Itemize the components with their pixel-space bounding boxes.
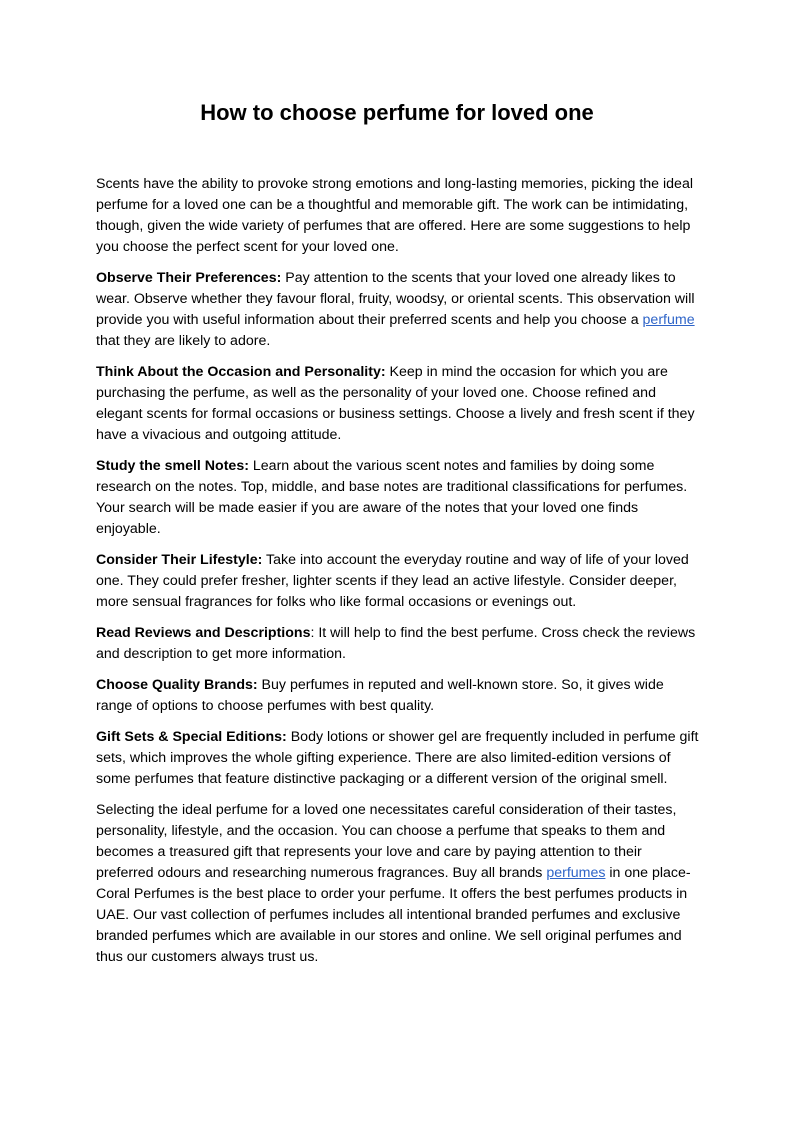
section-heading: Study the smell Notes:	[96, 458, 249, 474]
section-heading: Consider Their Lifestyle:	[96, 552, 263, 568]
section-heading: Think About the Occasion and Personality:	[96, 364, 386, 380]
page-title: How to choose perfume for loved one	[200, 100, 594, 125]
section-text: Body lotions or shower gel are frequently included in perfume gift sets, which improves the whole gifting experience. There are also limited-edition versions of some perfumes that feature distinctive packaging or a different version of the original smell.	[96, 729, 699, 787]
section-heading: Observe Their Preferences:	[96, 270, 282, 286]
section-text: Buy perfumes in reputed and well-known store. So, it gives wide range of options to choose perfumes with best quality.	[96, 677, 664, 714]
section-heading: Gift Sets & Special Editions:	[96, 729, 287, 745]
section-heading: Choose Quality Brands:	[96, 677, 258, 693]
document-body	[96, 174, 700, 978]
perfumes-link[interactable]: perfumes	[546, 865, 606, 881]
section-gift-sets	[96, 727, 700, 790]
section-smell-notes	[96, 456, 700, 540]
section-heading: Read Reviews and Descriptions	[96, 625, 311, 641]
section-text: Pay attention to the scents that your loved one already likes to wear. Observe whether they favour floral, fruity, woodsy, or oriental scents. This observation will provide you with useful information about their preferred scents and help you choose a	[96, 270, 695, 328]
section-reviews	[96, 623, 700, 665]
conclusion-paragraph	[96, 800, 700, 968]
section-text: : It will help to find the best perfume. Cross check the reviews and description to get more information.	[96, 625, 696, 662]
perfume-link[interactable]: perfume	[642, 312, 695, 328]
intro-paragraph: Scents have the ability to provoke strong emotions and long-lasting memories, picking the ideal perfume for a loved one can be a thoughtful and memorable gift. The work can be intimidating, though, given the wide variety of perfumes that are offered. Here are some suggestions to help you choose the perfect scent for your loved one.	[96, 176, 693, 255]
section-text: Keep in mind the occasion for which you are purchasing the perfume, as well as the personality of your loved one. Choose refined and elegant scents for formal occasions or business settings. Choose a lively and fresh scent if they have a vivacious and outgoing attitude.	[96, 364, 695, 443]
conclusion-text: Selecting the ideal perfume for a loved one necessitates careful consideration of their tastes, personality, lifestyle, and the occasion. You can choose a perfume that speaks to them and becomes a treasured gift that represents your love and care by paying attention to their preferred odours and researching numerous fragrances. Buy all brands	[96, 802, 677, 881]
section-text: Learn about the various scent notes and families by doing some research on the notes. Top, middle, and base notes are traditional classifications for perfumes. Your search will be made easier if you are aware of the notes that your loved one finds enjoyable.	[96, 458, 688, 537]
section-quality-brands	[96, 675, 700, 717]
section-observe-preferences	[96, 268, 700, 352]
section-text: Take into account the everyday routine and way of life of your loved one. They could prefer fresher, lighter scents if they lead an active lifestyle. Consider deeper, more sensual fragrances for folks who like formal occasions or evenings out.	[96, 552, 689, 610]
conclusion-text: in one place- Coral Perfumes is the best place to order your perfume. It offers the best perfumes products in UAE. Our vast collection of perfumes includes all intentional branded perfumes and exclusive branded perfumes which are available in our stores and online. We sell original perfumes and thus our customers always trust us.	[96, 865, 691, 965]
section-text: that they are likely to adore.	[96, 333, 271, 349]
section-lifestyle	[96, 550, 700, 613]
section-occasion-personality	[96, 362, 700, 446]
